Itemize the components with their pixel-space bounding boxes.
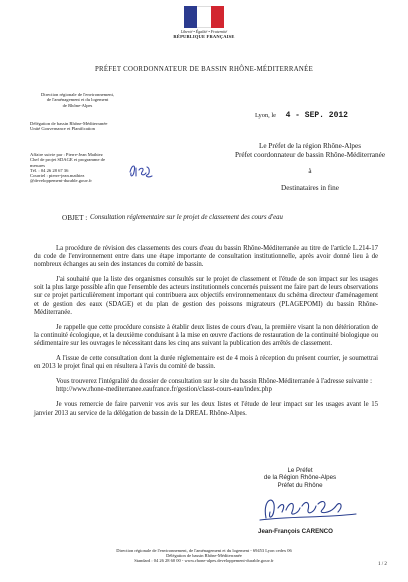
logo-motto: Liberté • Égalité • Fraternité	[180, 29, 228, 34]
objet-label: OBJET :	[62, 214, 88, 222]
handwritten-signature-icon	[252, 488, 362, 528]
contact-line: Courriel : pierre-jean.mathiez	[30, 173, 85, 179]
recipient-block	[215, 142, 405, 192]
footer-line: Direction régionale de l'environnement, de l'aménagement et du logement - 69453 Lyon cedex 06	[116, 548, 292, 553]
objet-text: Consultation réglementaire sur le projet de classement des cours d'eau	[90, 214, 283, 221]
body-paragraph: Je rappelle que cette procédure consiste à établir deux listes de cours d'eau, la première visant la non détérioration de la continuité écologique, et la deuxième conduisant à la mise en œuvre d'actions de restauration de la continuité biologique ou sédimentaire sur les ouvrages le nécessitant dans les cinq ans suivant la publication des arrêtés de classement.	[34, 323, 378, 347]
contact-line: Chef de projet SDAGE et programme de	[30, 157, 106, 163]
sender-block	[30, 92, 125, 108]
prefet-header-title: PRÉFET COORDONNATEUR DE BASSIN RHÔNE-MÉDITERRANÉE	[94, 66, 314, 73]
delegation-line: Unité Gouvernance et Planification	[30, 126, 95, 132]
sender-line: de l'aménagement et du logement	[46, 97, 109, 103]
sender-line: Direction régionale de l'environnement,	[40, 92, 115, 97]
marianne-flag-icon	[184, 6, 224, 28]
contact-line: @developpement-durable.gouv.fr	[30, 178, 92, 184]
footer-line: Délégation de bassin Rhône-Méditerranée	[166, 553, 242, 559]
body-paragraph: A l'issue de cette consultation dont la durée réglementaire est de 4 mois à réception du présent courrier, je soumettrai en 2013 le projet final qui en résultera à l'avis du comité de bassin.	[34, 355, 378, 371]
delegation-line: Délégation de bassin Rhône-Méditerranée	[30, 121, 108, 126]
republic-logo	[172, 6, 236, 56]
contact-line: Affaire suivie par : Pierre-Jean Mathiez	[30, 152, 103, 157]
logo-republic: RÉPUBLIQUE FRANÇAISE	[173, 34, 235, 39]
body-paragraph: La procédure de révision des classements des cours d'eau du bassin Rhône-Méditerranée au titre de l'article L.214-17 du code de l'environnement entre dans une étape importante de consultation institutionnelle, après avoir donné lieu à de nombreux échanges au sein des instances du comité de bassin.	[34, 245, 378, 269]
footer-block	[40, 548, 368, 564]
contact-block	[30, 152, 122, 184]
letter-body	[34, 245, 378, 425]
date-line	[255, 111, 348, 120]
contact-line: mesures	[30, 162, 46, 168]
handwritten-initials-icon	[128, 158, 154, 182]
date-place: Lyon, le	[255, 112, 276, 119]
recipient-line: Le Préfet de la région Rhône-Alpes	[259, 142, 361, 150]
date-stamp: 4 - SEP. 2012	[285, 111, 348, 120]
recipient-line: Préfet coordonnateur de bassin Rhône-Méditerranée	[234, 150, 386, 159]
body-paragraph: Je vous remercie de faire parvenir vos avis sur les deux listes et l'étude de leur impact sur les usages avant le 15 janvier 2013 au service de la délégation de bassin de la DREAL Rhône-Alpes.	[34, 401, 378, 417]
signature-line: Le Préfet	[287, 467, 313, 474]
body-paragraph: J'ai souhaité que la liste des organismes consultés sur le projet de classement et l'étude de son impact sur les usages soit la plus large possible afin que l'ensemble des acteurs institutionnels concernés puissent me faire part de leurs observations sur ce projet particulièrement important qui contribuera aux objectifs environnementaux du schéma directeur d'aménagement et de gestion des eaux (SDAGE) et du plan de gestion des poissons migrateurs (PLAGEPOMI) du bassin Rhône-Méditerranée.	[34, 276, 378, 316]
page-number: 1 / 2	[378, 562, 387, 567]
consultation-url[interactable]: http://www.rhone-mediterranee.eaufrance.fr/gestion/classt-cours-eau/index.php	[56, 386, 272, 394]
contact-line: Tél. : 04 26 28 67 36	[30, 167, 69, 173]
body-paragraph: Vous trouverez l'intégralité du dossier de consultation sur le site du bassin Rhône-Méditerranée à l'adresse suivante :	[56, 378, 373, 386]
delegation-block	[30, 121, 160, 132]
signatory-name: Jean-François CARENCO	[258, 528, 333, 535]
footer-line: Standard : 04 26 28 60 00 - www.rhone-alpes.developpement-durable.gouv.fr	[134, 558, 274, 564]
signature-line: de la Région Rhône-Alpes	[263, 474, 337, 482]
recipient-line: à	[308, 167, 312, 176]
sender-line: de Rhône-Alpes	[62, 102, 93, 108]
recipient-line: Destinataires in fine	[281, 183, 339, 192]
signature-block	[250, 467, 350, 489]
signature-line: Préfet du Rhône	[277, 481, 323, 489]
